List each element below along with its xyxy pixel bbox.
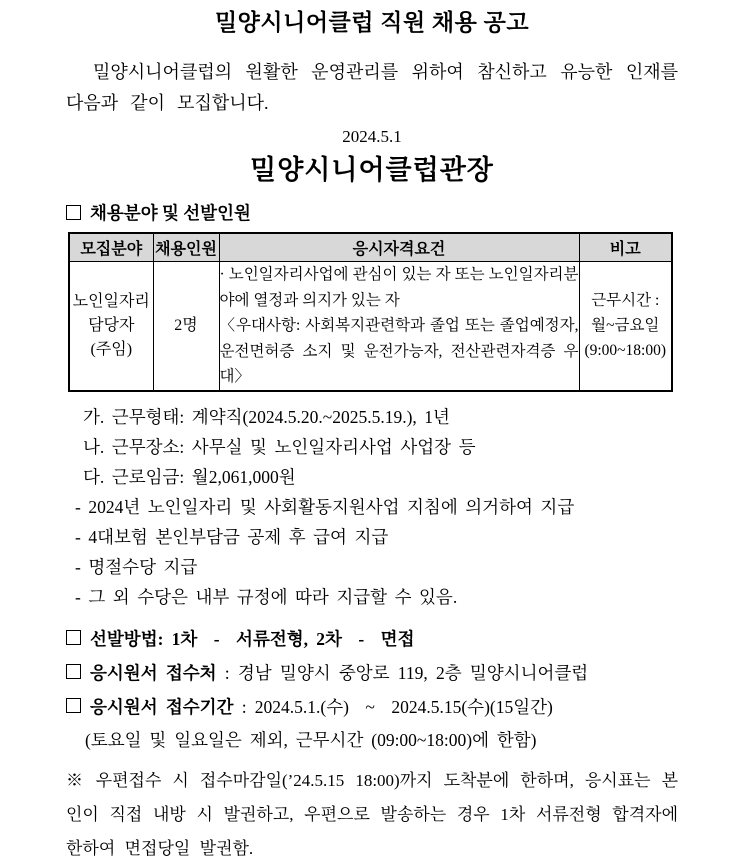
list-item: 가. 근무형태: 계약직(2024.5.20.~2025.5.19.), 1년 xyxy=(83,406,450,427)
square-bullet-icon xyxy=(66,630,81,645)
column-header-note: 비고 xyxy=(579,233,672,262)
reception-period-text: : 2024.5.1.(수) ~ 2024.5.15(수)(15일간) xyxy=(233,696,553,717)
list-item: 나. 근무장소: 사무실 및 노인일자리사업 사업장 등 xyxy=(83,436,476,457)
list-sub-item: - 4대보험 본인부담금 공제 후 급여 지급 xyxy=(75,526,389,547)
field-cell xyxy=(69,262,153,391)
reception-place-label: 응시원서 접수처 xyxy=(90,662,217,683)
reception-place-text: : 경남 밀양시 중앙로 119, 2층 밀양시니어클럽 xyxy=(216,662,589,683)
section-heading-label: 채용분야 및 선발인원 xyxy=(90,203,251,223)
list-sub-item: - 2024년 노인일자리 및 사회활동지원사업 지침에 의거하여 지급 xyxy=(75,496,575,517)
section-heading-recruit xyxy=(66,202,678,224)
postal-footnote: ※ 우편접수 시 접수마감일(’24.5.15 18:00)까지 도착분에 한하며, 응시표는 본인이 직접 내방 시 발권하고, 우편으로 발송하는 경우 1차 서류전형 합격자에 한하여 면접당일 발권함. xyxy=(66,770,678,858)
reception-period-note: (토요일 및 일요일은 제외, 근무시간 (09:00~18:00)에 한함) xyxy=(85,729,537,750)
reception-period-label: 응시원서 접수기간 xyxy=(90,696,234,717)
selection-method-text: 1차 - 서류전형, 2차 - 면접 xyxy=(163,628,415,649)
intro-paragraph: 밀양시니어클럽의 원활한 운영관리를 위하여 참신하고 유능한 인재를 다음과 같이 모집합니다. xyxy=(66,62,678,113)
square-bullet-icon xyxy=(66,698,81,713)
qualification-line: · 노인일자리사업에 관심이 있는 자 또는 노인일자리분야에 열정과 의지가 있는 자 xyxy=(219,266,579,309)
note-line: (9:00~18:00) xyxy=(584,342,667,360)
square-bullet-icon xyxy=(66,205,81,220)
section-reception-period xyxy=(66,695,678,719)
list-item: 다. 근로임금: 월2,061,000원 xyxy=(83,466,296,487)
field-line: (주임) xyxy=(90,340,133,358)
notice-date: 2024.5.1 xyxy=(342,127,402,146)
note-line: 근무시간 : xyxy=(591,292,660,310)
field-line: 담당자 xyxy=(88,316,135,334)
issuer-title: 밀양시니어클럽관장 xyxy=(250,155,494,185)
qualification-line: 〈우대사항: 사회복지관련학과 졸업 또는 졸업예정자, 운전면허증 소지 및 운전가능자, 전산관련자격증 우대〉 xyxy=(219,317,579,385)
list-sub-item: - 명절수당 지급 xyxy=(75,556,198,577)
recruit-table xyxy=(68,232,673,392)
section-selection-method xyxy=(66,627,678,651)
selection-method-label: 선발방법: xyxy=(90,628,164,649)
page-title: 밀양시니어클럽 직원 채용 공고 xyxy=(214,10,530,35)
note-line: 월~금요일 xyxy=(591,317,660,335)
table-header-row xyxy=(69,233,672,262)
column-header-count: 채용인원 xyxy=(153,233,219,262)
square-bullet-icon xyxy=(66,664,81,679)
field-line: 노인일자리 xyxy=(72,292,150,310)
qualifications-cell xyxy=(219,262,579,391)
list-sub-item: - 그 외 수당은 내부 규정에 따라 지급할 수 있음. xyxy=(75,586,458,607)
conditions-list xyxy=(66,402,678,612)
count-cell: 2명 xyxy=(153,262,219,391)
column-header-field: 모집분야 xyxy=(69,233,153,262)
column-header-qualifications: 응시자격요건 xyxy=(219,233,579,262)
note-cell xyxy=(579,262,672,391)
section-reception-place xyxy=(66,661,678,685)
table-row xyxy=(69,262,672,391)
